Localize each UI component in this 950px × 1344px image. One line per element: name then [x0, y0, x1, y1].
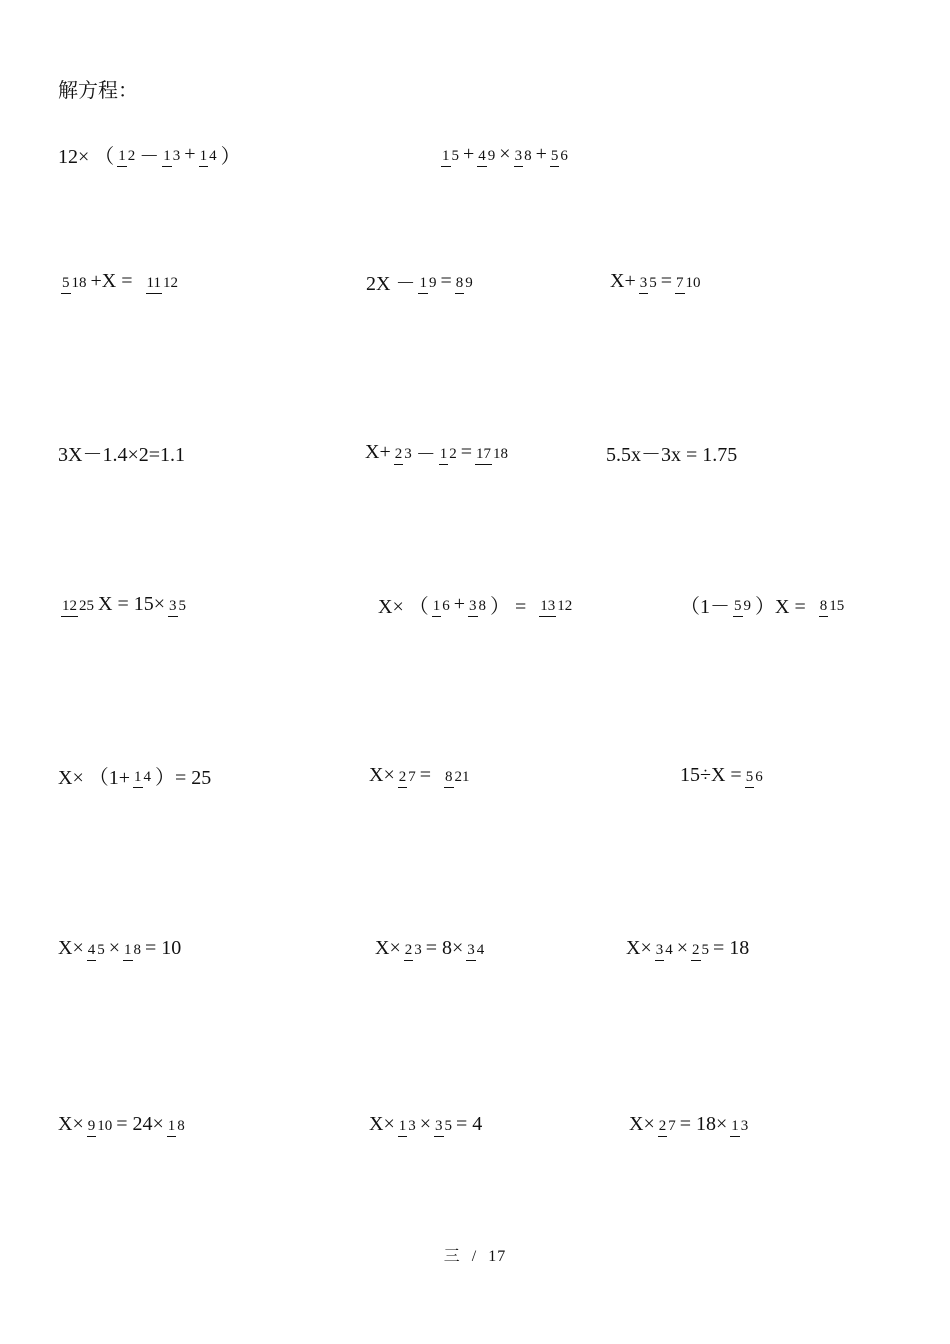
expression-text: × — [676, 936, 689, 959]
fraction — [404, 938, 423, 958]
fraction — [475, 442, 509, 462]
equation-e17 — [626, 926, 749, 970]
fraction — [61, 594, 95, 614]
equation-e12 — [58, 753, 211, 797]
fraction-numerator: 3 — [434, 1118, 444, 1137]
equation-e8 — [606, 430, 737, 474]
equation-e13 — [369, 753, 474, 797]
fraction-numerator: 4 — [87, 942, 97, 961]
fraction-numerator: 17 — [475, 446, 492, 465]
expression-text: X× （1+ — [58, 766, 131, 789]
expression-text: + — [463, 142, 475, 165]
fraction — [146, 271, 179, 291]
fraction-numerator: 2 — [404, 942, 414, 961]
fraction-numerator: 2 — [394, 446, 404, 465]
fraction — [658, 1114, 677, 1134]
fraction-numerator: 3 — [514, 148, 524, 167]
fraction — [639, 271, 658, 291]
expression-text: ） — [220, 145, 241, 168]
equation-e2 — [438, 132, 572, 176]
fraction-denominator: 5 — [701, 942, 710, 958]
fraction-numerator: 3 — [655, 942, 665, 961]
fraction-denominator: 8 — [133, 942, 142, 958]
fraction-numerator: 1 — [398, 1118, 408, 1137]
equation-e6 — [58, 430, 185, 474]
fraction — [434, 1114, 453, 1134]
fraction-denominator: 6 — [442, 598, 450, 614]
fraction — [87, 1114, 114, 1134]
fraction — [117, 144, 136, 164]
expression-text: 5.5x－3x = 1.75 — [606, 443, 738, 466]
fraction — [466, 938, 485, 958]
expression-text: X× — [58, 1112, 84, 1135]
fraction-denominator: 2 — [127, 148, 136, 164]
page-footer — [0, 1243, 950, 1266]
fraction — [477, 144, 496, 164]
fraction — [550, 144, 569, 164]
fraction-numerator: 2 — [398, 769, 408, 788]
fraction — [514, 144, 533, 164]
fraction — [162, 144, 181, 164]
expression-text: + — [184, 142, 196, 165]
fraction-numerator: 1 — [123, 942, 133, 961]
equation-e16 — [375, 926, 488, 970]
expression-text: ） = — [490, 595, 527, 618]
fraction-numerator: 5 — [733, 598, 743, 617]
fraction — [439, 442, 458, 462]
fraction — [468, 594, 487, 614]
fraction-denominator: 18 — [493, 446, 509, 462]
fraction-numerator: 5 — [61, 275, 71, 294]
fraction-denominator: 15 — [829, 598, 845, 614]
fraction-numerator: 4 — [477, 148, 487, 167]
equation-e5 — [610, 259, 705, 303]
expression-text: = 4 — [456, 1112, 483, 1135]
fraction-numerator: 2 — [691, 942, 701, 961]
fraction — [167, 1114, 186, 1134]
expression-text: +X = — [90, 269, 133, 292]
fraction — [819, 594, 846, 614]
expression-text: 3X－1.4×2=1.1 — [58, 443, 186, 466]
expression-text: － — [139, 145, 160, 168]
fraction-denominator: 3 — [408, 1118, 416, 1134]
expression-text: = 10 — [145, 936, 182, 959]
fraction-numerator: 1 — [117, 148, 127, 167]
fraction — [730, 1114, 749, 1134]
expression-text: + — [535, 142, 547, 165]
fraction-denominator: 9 — [487, 148, 496, 164]
fraction-denominator: 3 — [414, 942, 422, 958]
fraction-denominator: 12 — [557, 598, 573, 614]
equation-e10 — [378, 582, 576, 626]
expression-text: 2X － — [366, 272, 416, 295]
fraction-numerator: 5 — [550, 148, 560, 167]
expression-text: X× — [629, 1112, 655, 1135]
fraction-denominator: 4 — [143, 769, 152, 785]
equation-e14 — [680, 753, 767, 797]
expression-text: X× （ — [378, 595, 429, 618]
expression-text: X = 15× — [98, 592, 166, 615]
fraction — [394, 442, 413, 462]
fraction-denominator: 9 — [465, 275, 473, 291]
fraction-denominator: 7 — [408, 769, 416, 785]
fraction — [655, 938, 674, 958]
fraction-denominator: 9 — [428, 275, 437, 291]
fraction-denominator: 25 — [79, 598, 94, 614]
page-total: 17 — [488, 1248, 507, 1265]
fraction — [123, 938, 142, 958]
expression-text: ）= 25 — [155, 766, 212, 789]
expression-text: X+ — [365, 440, 391, 463]
equation-e1 — [58, 132, 241, 176]
fraction-denominator: 5 — [451, 148, 459, 164]
fraction-numerator: 13 — [539, 598, 556, 617]
fraction — [168, 594, 187, 614]
page-number: 三 — [443, 1248, 461, 1265]
expression-text: = — [440, 269, 452, 292]
fraction-numerator: 1 — [441, 148, 451, 167]
equation-e19 — [369, 1102, 482, 1146]
fraction-denominator: 3 — [172, 148, 181, 164]
fraction — [441, 144, 460, 164]
expression-text: X+ — [610, 269, 636, 292]
fraction-denominator: 4 — [209, 148, 217, 164]
fraction-denominator: 10 — [685, 275, 701, 291]
fraction-denominator: 18 — [71, 275, 87, 291]
fraction-denominator: 6 — [755, 769, 763, 785]
equation-e4 — [366, 259, 477, 303]
expression-text: ）X = — [755, 595, 806, 618]
fraction-numerator: 1 — [162, 148, 172, 167]
expression-text: × — [108, 936, 121, 959]
fraction-denominator: 8 — [177, 1118, 185, 1134]
fraction — [398, 765, 417, 785]
fraction — [432, 594, 451, 614]
expression-text: X× — [369, 763, 395, 786]
equation-e11 — [680, 582, 848, 626]
fraction — [87, 938, 106, 958]
expression-text: = 18× — [679, 1112, 728, 1135]
fraction-denominator: 12 — [162, 275, 178, 291]
expression-text: X× — [58, 936, 84, 959]
fraction-denominator: 6 — [560, 148, 568, 164]
fraction-numerator: 5 — [745, 769, 755, 788]
fraction-numerator: 3 — [466, 942, 476, 961]
equation-e20 — [629, 1102, 752, 1146]
fraction-numerator: 1 — [199, 148, 209, 167]
fraction-numerator: 8 — [819, 598, 829, 617]
fraction-numerator: 8 — [444, 769, 454, 788]
fraction — [199, 144, 218, 164]
fraction-denominator: 21 — [454, 769, 470, 785]
fraction-numerator: 9 — [87, 1118, 97, 1137]
fraction-numerator: 11 — [146, 275, 162, 294]
fraction-denominator: 4 — [665, 942, 673, 958]
fraction-denominator: 8 — [478, 598, 487, 614]
fraction — [418, 271, 437, 291]
fraction-numerator: 1 — [730, 1118, 740, 1137]
fraction-denominator: 3 — [740, 1118, 749, 1134]
fraction-denominator: 8 — [524, 148, 532, 164]
fraction — [691, 938, 710, 958]
page-separator: / — [471, 1248, 478, 1265]
page-heading: 解方程： — [58, 80, 138, 102]
fraction-numerator: 3 — [168, 598, 178, 617]
fraction-numerator: 1 — [418, 275, 428, 294]
fraction-denominator: 5 — [97, 942, 105, 958]
expression-text: = — [660, 269, 673, 292]
fraction-numerator: 7 — [675, 275, 685, 294]
fraction-denominator: 5 — [649, 275, 657, 291]
fraction — [61, 271, 88, 291]
equation-e7 — [365, 430, 512, 474]
expression-text: + — [453, 592, 466, 615]
expression-text: × — [419, 1112, 432, 1135]
fraction — [733, 594, 752, 614]
fraction — [745, 765, 764, 785]
fraction-denominator: 10 — [97, 1118, 113, 1134]
fraction-denominator: 5 — [444, 1118, 453, 1134]
fraction — [133, 765, 152, 785]
fraction — [675, 271, 702, 291]
expression-text: X× — [626, 936, 652, 959]
fraction — [455, 271, 474, 291]
fraction-numerator: 2 — [658, 1118, 668, 1137]
fraction-denominator: 5 — [178, 598, 187, 614]
expression-text: 15÷X = — [680, 763, 742, 786]
expression-text: （1－ — [680, 595, 730, 618]
equation-e18 — [58, 1102, 189, 1146]
equation-e9 — [58, 582, 190, 626]
expression-text: = 8× — [425, 936, 464, 959]
equation-e15 — [58, 926, 181, 970]
fraction-numerator: 1 — [133, 769, 143, 788]
expression-text: = 24× — [116, 1112, 164, 1135]
fraction-denominator: 3 — [404, 446, 412, 462]
fraction-numerator: 3 — [468, 598, 478, 617]
fraction-denominator: 9 — [743, 598, 751, 614]
expression-text: × — [499, 142, 511, 165]
fraction — [398, 1114, 417, 1134]
expression-text: － — [415, 443, 436, 466]
expression-text: X× — [375, 936, 401, 959]
fraction — [539, 594, 573, 614]
fraction-numerator: 1 — [167, 1118, 177, 1137]
expression-text: 12× （ — [58, 145, 115, 168]
expression-text: = — [460, 440, 473, 463]
expression-text: = — [419, 763, 432, 786]
expression-text: X× — [369, 1112, 395, 1135]
fraction-denominator: 7 — [668, 1118, 676, 1134]
fraction-denominator: 2 — [449, 446, 457, 462]
fraction-numerator: 12 — [61, 598, 78, 617]
fraction-numerator: 3 — [639, 275, 649, 294]
fraction — [444, 765, 471, 785]
fraction-numerator: 8 — [455, 275, 465, 294]
fraction-numerator: 1 — [439, 446, 449, 465]
fraction-numerator: 1 — [432, 598, 442, 617]
expression-text: = 18 — [713, 936, 750, 959]
equation-e3 — [58, 259, 182, 303]
fraction-denominator: 4 — [476, 942, 485, 958]
